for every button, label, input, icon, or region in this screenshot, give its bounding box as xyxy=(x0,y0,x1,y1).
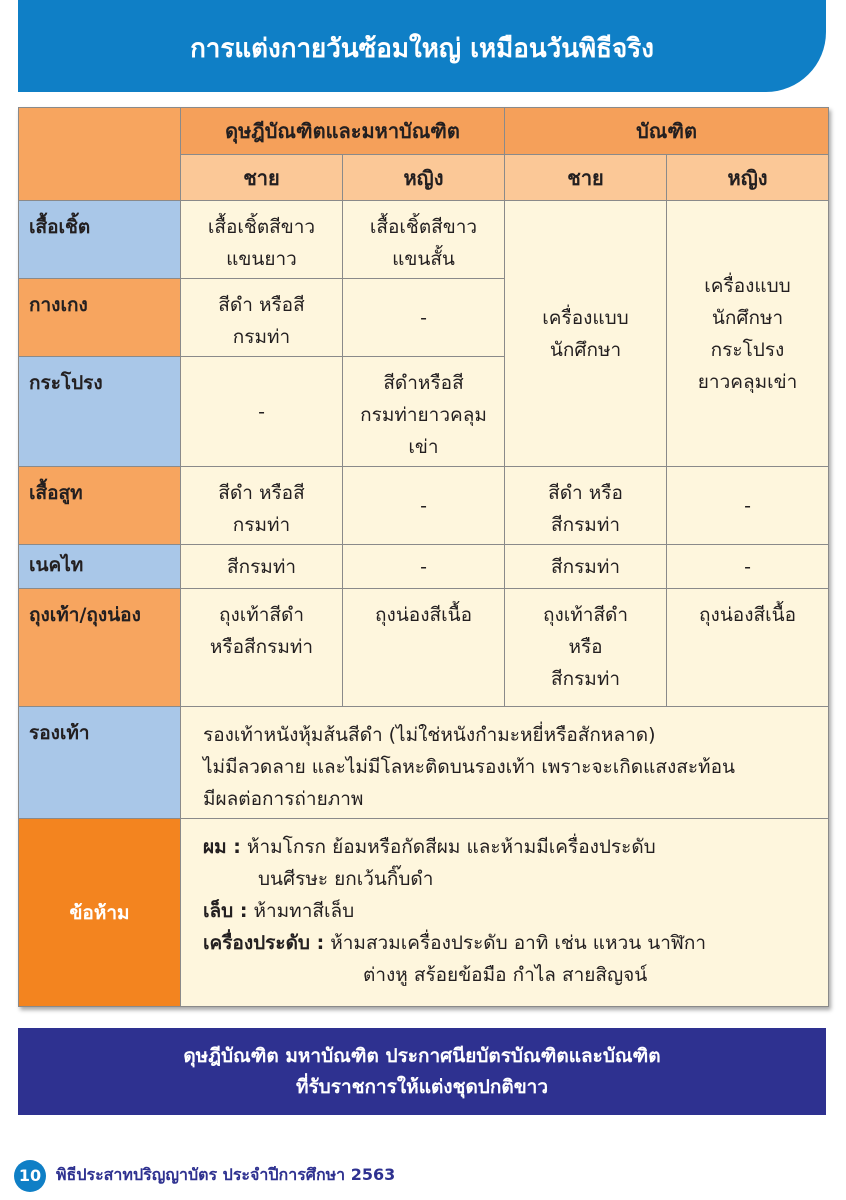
footer-title: พิธีประสาทปริญญาบัตร ประจำปีการศึกษา 2563 xyxy=(56,1165,396,1184)
civil-servant-note: ดุษฎีบัณฑิต มหาบัณฑิต ประกาศนียบัตรบัณฑิตและบัณฑิต ที่รับราชการให้แต่งชุดปกติขาว xyxy=(18,1028,826,1115)
subheader-masters-female: หญิง xyxy=(343,155,505,201)
row-label-shoes: รองเท้า xyxy=(19,707,181,819)
header-masters-doctoral: ดุษฎีบัณฑิตและมหาบัณฑิต xyxy=(181,108,505,155)
cell-suit-masters-female: - xyxy=(343,467,505,545)
cell-socks-masters-female: ถุงน่องสีเนื้อ xyxy=(343,589,505,707)
cell-socks-bachelor-male: ถุงเท้าสีดำ หรือ สีกรมท่า xyxy=(505,589,667,707)
table-row-prohibitions xyxy=(19,819,829,1007)
cell-prohibitions: ผม : ห้ามโกรก ย้อมหรือกัดสีผม และห้ามมีเครื่องประดับ บนศีรษะ ยกเว้นกิ๊บดำ เล็บ : ห้ามทาสีเล็บ เครื่องประดับ : ห้ามสวมเครื่องประดับ อาทิ เช่น แหวน นาฬิกา ต่างหู สร้อยข้อมือ กำไล สายสิญจน์ xyxy=(181,819,829,1007)
cell-pants-masters-male: สีดำ หรือสี กรมท่า xyxy=(181,279,343,357)
table-header-row xyxy=(19,108,829,155)
title-banner xyxy=(18,0,826,92)
cell-shirt-masters-male: เสื้อเชิ้ตสีขาว แขนยาว xyxy=(181,201,343,279)
ban-nail-line: เล็บ : ห้ามทาสีเล็บ xyxy=(203,900,355,922)
cell-tie-masters-female: - xyxy=(343,545,505,589)
cell-tie-bachelor-female: - xyxy=(667,545,829,589)
page-title: การแต่งกายวันซ้อมใหญ่ เหมือนวันพิธีจริง xyxy=(190,34,654,64)
ban-hair-line: ผม : ห้ามโกรก ย้อมหรือกัดสีผม และห้ามมีเครื่องประดับ xyxy=(203,836,656,858)
row-label-suit: เสื้อสูท xyxy=(19,467,181,545)
table-row-shirt xyxy=(19,201,829,279)
dress-code-table xyxy=(18,107,829,1007)
cell-uniform-bachelor-female: เครื่องแบบ นักศึกษา กระโปรง ยาวคลุมเข่า xyxy=(667,201,829,467)
subheader-masters-male: ชาย xyxy=(181,155,343,201)
table-corner-cell xyxy=(19,108,181,201)
table-row-tie xyxy=(19,545,829,589)
cell-tie-masters-male: สีกรมท่า xyxy=(181,545,343,589)
cell-skirt-masters-male: - xyxy=(181,357,343,467)
cell-tie-bachelor-male: สีกรมท่า xyxy=(505,545,667,589)
header-bachelor: บัณฑิต xyxy=(505,108,829,155)
table-row-socks xyxy=(19,589,829,707)
cell-socks-masters-male: ถุงเท้าสีดำ หรือสีกรมท่า xyxy=(181,589,343,707)
table-row-shoes xyxy=(19,707,829,819)
subheader-bachelor-male: ชาย xyxy=(505,155,667,201)
row-label-pants: กางเกง xyxy=(19,279,181,357)
cell-suit-masters-male: สีดำ หรือสี กรมท่า xyxy=(181,467,343,545)
row-label-tie: เนคไท xyxy=(19,545,181,589)
cell-shirt-masters-female: เสื้อเชิ้ตสีขาว แขนสั้น xyxy=(343,201,505,279)
cell-shoes-description: รองเท้าหนังหุ้มส้นสีดำ (ไม่ใช่หนังกำมะหยี่หรือสักหลาด) ไม่มีลวดลาย และไม่มีโลหะติดบนรองเท้า เพราะจะเกิดแสงสะท้อน มีผลต่อการถ่ายภาพ xyxy=(181,707,829,819)
row-label-skirt: กระโปรง xyxy=(19,357,181,467)
cell-pants-masters-female: - xyxy=(343,279,505,357)
cell-socks-bachelor-female: ถุงน่องสีเนื้อ xyxy=(667,589,829,707)
row-label-prohibitions: ข้อห้าม xyxy=(19,819,181,1007)
cell-suit-bachelor-female: - xyxy=(667,467,829,545)
cell-uniform-bachelor-male: เครื่องแบบ นักศึกษา xyxy=(505,201,667,467)
table-row-suit xyxy=(19,467,829,545)
cell-skirt-masters-female: สีดำหรือสี กรมท่ายาวคลุม เข่า xyxy=(343,357,505,467)
ban-jewel-line: เครื่องประดับ : ห้ามสวมเครื่องประดับ อาทิ เช่น แหวน นาฬิกา xyxy=(203,932,707,954)
subheader-bachelor-female: หญิง xyxy=(667,155,829,201)
cell-suit-bachelor-male: สีดำ หรือ สีกรมท่า xyxy=(505,467,667,545)
row-label-shirt: เสื้อเชิ้ต xyxy=(19,201,181,279)
row-label-socks: ถุงเท้า/ถุงน่อง xyxy=(19,589,181,707)
page-number: 10 xyxy=(14,1160,46,1192)
